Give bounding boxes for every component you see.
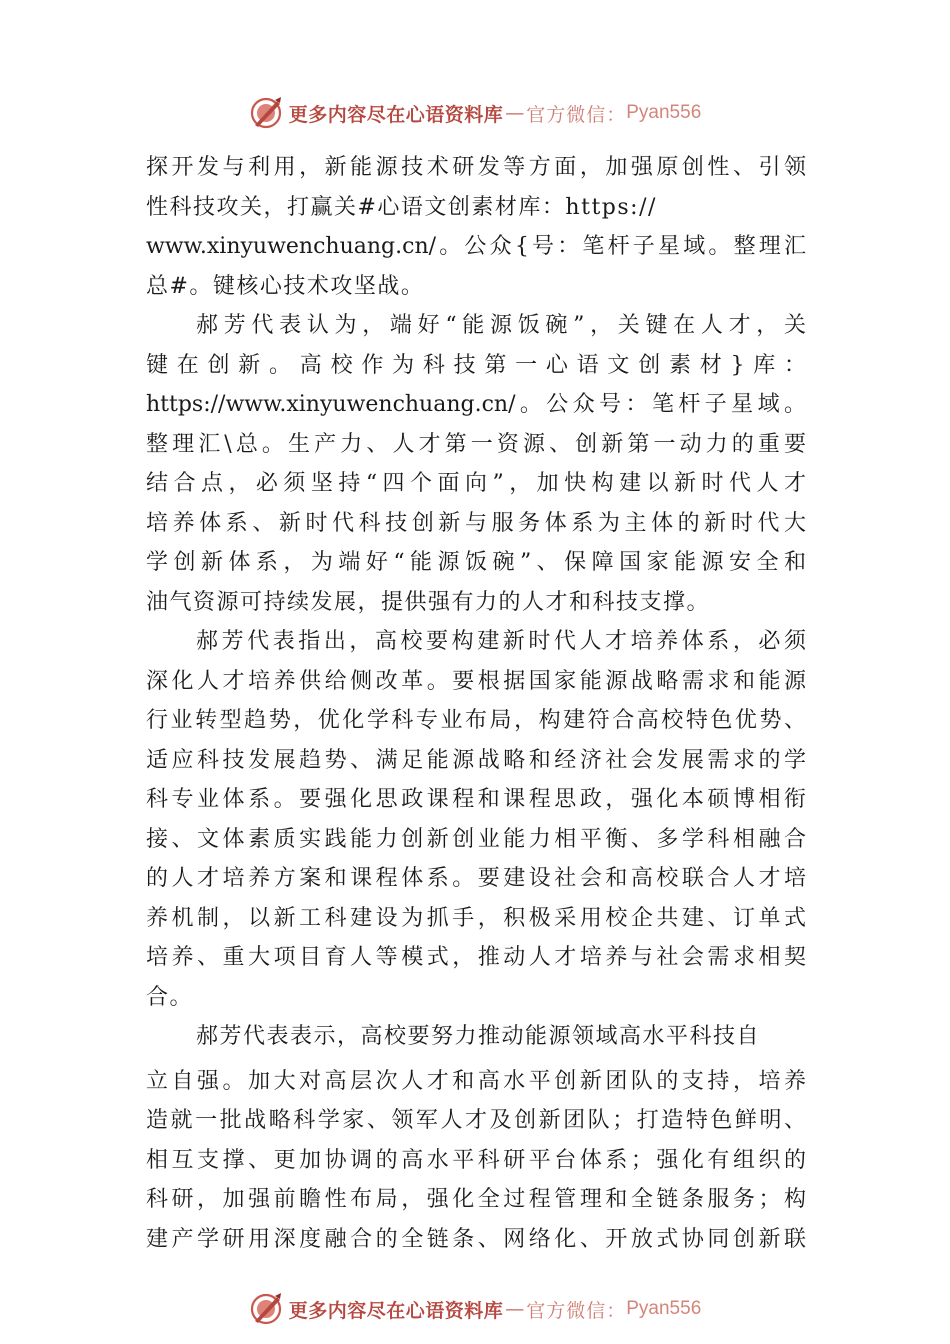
text-line: 油气资源可持续发展，提供强有力的人才和科技支撑。: [146, 589, 711, 615]
banner-wechat-id: Pyan556: [626, 1298, 702, 1319]
text-line: https://www.xinyuwenchuang.cn/。公众号：笔杆子星域。: [146, 392, 806, 417]
banner-wechat-label: 官方微信：: [526, 1299, 627, 1322]
text-line: 深化人才培养供给侧改革。要根据国家能源战略需求和能源: [146, 668, 806, 694]
header-watermark: [0, 93, 950, 133]
pen-seal-logo-icon: [249, 95, 285, 131]
text-line: 总#。键核心技术攻坚战。: [146, 273, 425, 299]
text-line: 相互支撑、更加协调的高水平科研平台体系；强化有组织的: [146, 1147, 806, 1173]
text-line: 建产学研用深度融合的全链条、网络化、开放式协同创新联: [146, 1226, 806, 1252]
text-line: 学创新体系，为端好“能源饭碗”、保障国家能源安全和: [146, 550, 806, 575]
text-line: 科研，加强前瞻性布局，强化全过程管理和全链条服务；构: [146, 1187, 806, 1212]
text-line: 科专业体系。要强化思政课程和课程思政，强化本硕博相衔: [146, 787, 806, 812]
text-line: 培养体系、新时代科技创新与服务体系为主体的新时代大: [146, 510, 806, 536]
banner-brand-text: 更多内容尽在心语资料库: [288, 103, 504, 126]
text-line: 性科技攻关，打赢关#心语文创素材库：https://: [146, 194, 657, 220]
text-line: 立自强。加大对高层次人才和高水平创新团队的支持，培养: [146, 1068, 806, 1094]
text-line: 培养、重大项目育人等模式，推动人才培养与社会需求相契: [146, 945, 806, 970]
text-line: 键在创新。高校作为科技第一心语文创素材}库：: [146, 352, 806, 378]
banner-brand-text: 更多内容尽在心语资料库: [288, 1299, 504, 1322]
banner-dash: —: [505, 1298, 525, 1320]
text-line: 合。: [146, 984, 194, 1010]
banner-wechat-label: 官方微信：: [526, 103, 627, 126]
text-line: 适应科技发展趋势、满足能源战略和经济社会发展需求的学: [146, 747, 806, 773]
text-line: 的人才培养方案和课程体系。要建设社会和高校联合人才培: [146, 866, 806, 891]
text-line: 探开发与利用，新能源技术研发等方面，加强原创性、引领: [146, 155, 806, 180]
text-line: 行业转型趋势，优化学科专业布局，构建符合高校特色优势、: [146, 708, 806, 733]
banner-dash: —: [505, 102, 525, 124]
footer-watermark: [0, 1289, 950, 1329]
banner-wechat-id: Pyan556: [626, 102, 702, 123]
text-line: 整理汇\总。生产力、人才第一资源、创新第一动力的重要: [146, 431, 806, 457]
text-line: 郝芳代表认为，端好“能源饭碗”，关键在人才，关: [196, 313, 806, 338]
document-body: [146, 148, 806, 1259]
text-line: 郝芳代表表示，高校要努力推动能源领域高水平科技自: [196, 1024, 761, 1049]
text-line: 结合点，必须坚持“四个面向”，加快构建以新时代人才: [146, 471, 806, 496]
text-line: www.xinyuwenchuang.cn/。公众{号：笔杆子星域。整理汇: [146, 234, 806, 259]
pen-seal-logo-icon: [249, 1291, 285, 1327]
text-line: 郝芳代表指出，高校要构建新时代人才培养体系，必须: [196, 629, 806, 654]
text-line: 造就一批战略科学家、领军人才及创新团队；打造特色鲜明、: [146, 1108, 806, 1133]
text-line: 接、文体素质实践能力创新创业能力相平衡、多学科相融合: [146, 826, 806, 852]
text-line: 养机制，以新工科建设为抓手，积极采用校企共建、订单式: [146, 905, 806, 931]
